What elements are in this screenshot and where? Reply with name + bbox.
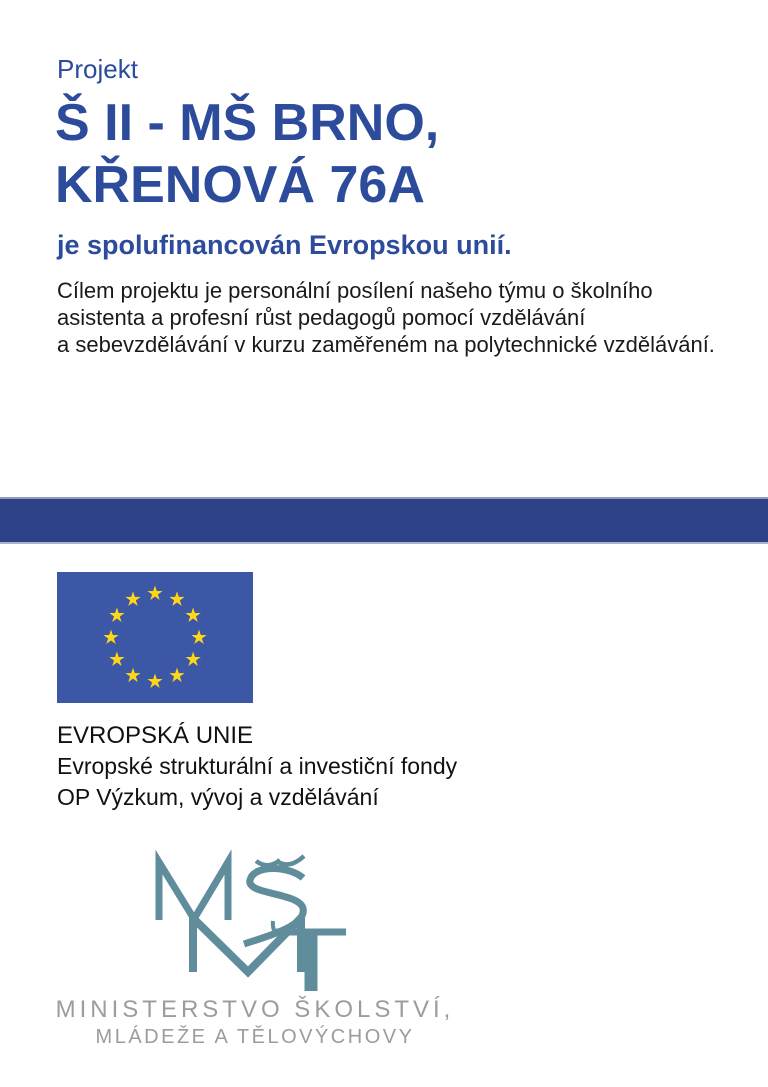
ministry-line1: MINISTERSTVO ŠKOLSTVÍ,	[55, 996, 455, 1023]
project-title-line2: KŘENOVÁ 76A	[55, 156, 425, 214]
op-program-label: OP Výzkum, vývoj a vzdělávání	[57, 784, 379, 810]
description-line: a sebevzdělávání v kurzu zaměřeném na polytechnické vzdělávání.	[57, 332, 715, 357]
description-line: asistenta a profesní růst pedagogů pomocí vzdělávání	[57, 305, 586, 330]
eu-flag-stars	[57, 572, 253, 703]
project-title	[55, 92, 439, 216]
eu-union-label: EVROPSKÁ UNIE	[57, 722, 254, 749]
eu-funds-label: Evropské strukturální a investiční fondy	[57, 753, 458, 779]
description-line: Cílem projektu je personální posílení našeho týmu o školního	[57, 278, 653, 303]
ministry-wordmark	[50, 996, 460, 1050]
project-label: Projekt	[57, 54, 138, 84]
ministry-line2: MLÁDEŽE A TĚLOVÝCHOVY	[95, 1026, 415, 1048]
divider-band	[0, 497, 768, 544]
project-description	[57, 277, 715, 358]
eu-flag-icon	[57, 572, 253, 703]
msmt-monogram-icon	[150, 850, 350, 995]
cofinance-statement: je spolufinancován Evropskou unií.	[57, 230, 512, 260]
project-title-line1: Š II - MŠ BRNO,	[55, 94, 440, 152]
eu-funding-block	[57, 720, 457, 813]
